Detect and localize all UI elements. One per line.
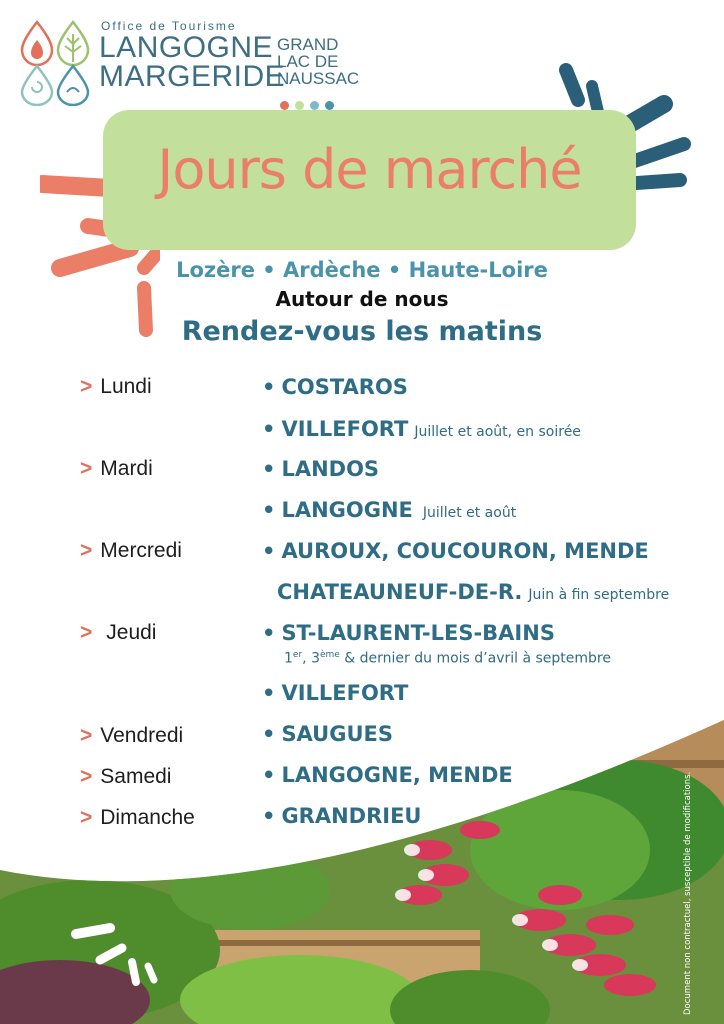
dot-icon	[310, 101, 319, 110]
market-auroux: • AUROUX, COUCOURON, MENDE	[262, 539, 649, 563]
dot-icon	[295, 101, 304, 110]
market-villefort: • VILLEFORT	[262, 681, 409, 705]
day-tuesday: > Mardi	[80, 457, 153, 480]
disclaimer-text	[680, 740, 694, 1020]
logo-drops-icon	[20, 20, 92, 106]
thursday-note: 1er, 3ème & dernier du mois d’avril à septembre	[284, 650, 611, 667]
market-langogne-summer: • LANGOGNE Juillet et août	[262, 498, 517, 522]
market-st-laurent: • ST-LAURENT-LES-BAINS	[262, 621, 555, 645]
subtitle-mornings: Rendez-vous les matins	[181, 316, 543, 347]
day-monday: > Lundi	[80, 375, 152, 398]
market-villefort-summer: • VILLEFORT Juillet et août, en soirée	[262, 417, 581, 441]
logo-lake: GRAND LAC DE NAUSSAC	[277, 35, 360, 88]
svg-text:Document non contractuel, susc: Document non contractuel, susceptible de modifications.	[683, 771, 693, 1015]
dot-icon	[325, 101, 334, 110]
day-sunday: > Dimanche	[80, 806, 195, 829]
page-title: Jours de marché	[157, 138, 582, 201]
day-saturday: > Samedi	[80, 765, 172, 788]
market-saugues: • SAUGUES	[262, 722, 393, 746]
market-grandrieu: • GRANDRIEU	[262, 804, 422, 828]
dot-icon	[280, 101, 289, 110]
logo-margeride: MARGERIDE	[99, 60, 286, 93]
subtitle-around: Autour de nous	[275, 287, 449, 311]
logo-office-label: Office de Tourisme	[101, 19, 237, 33]
day-friday: > Vendredi	[80, 724, 184, 747]
market-chateauneuf: CHATEAUNEUF-DE-R. Juin à fin septembre	[277, 580, 670, 604]
market-landos: • LANDOS	[262, 457, 380, 481]
day-thursday: > Jeudi	[80, 621, 157, 644]
logo-langogne: LANGOGNE	[99, 31, 274, 64]
day-wednesday: > Mercredi	[80, 539, 182, 562]
burst-white-icon	[70, 918, 160, 988]
market-langogne-mende: • LANGOGNE, MENDE	[262, 763, 513, 787]
regions-line: Lozère • Ardèche • Haute-Loire	[176, 258, 548, 282]
market-costaros: • COSTAROS	[262, 375, 408, 399]
